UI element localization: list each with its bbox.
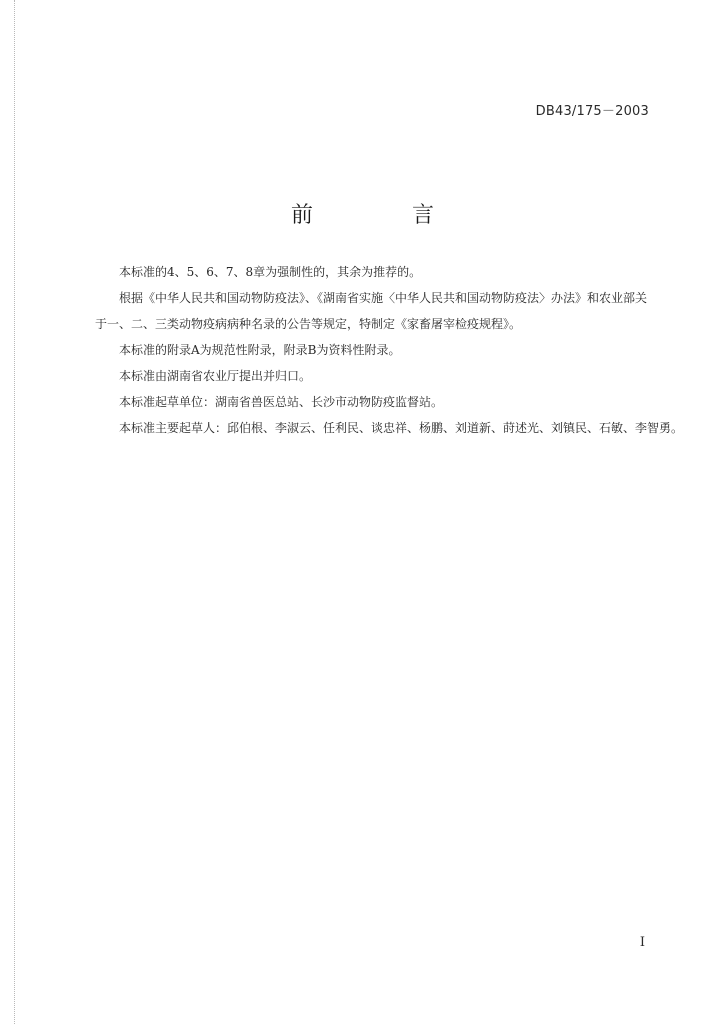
paragraph-5: 本标准起草单位：湖南省兽医总站、长沙市动物防疫监督站。 — [119, 395, 444, 409]
scan-binding-edge — [14, 0, 15, 1024]
paragraph-2: 根据《中华人民共和国动物防疫法》、《湖南省实施〈中华人民共和国动物防疫法〉办法》和农业部关于一、二、三类动物疫病病种名录的公告等规定，特制定《家畜屠宰检疫规程》。 — [95, 291, 648, 331]
page-title: 前 言 — [291, 203, 480, 228]
paragraph-4: 本标准由湖南省农业厅提出并归口。 — [119, 369, 312, 383]
paragraph-6: 本标准主要起草人：邱伯根、李淑云、任利民、谈忠祥、杨鹏、刘道新、莳述光、刘镇民、石敏、李智勇。 — [119, 421, 684, 435]
standard-code: DB43/175－2003 — [535, 104, 649, 119]
paragraph-3: 本标准的附录A为规范性附录，附录B为资料性附录。 — [119, 343, 401, 357]
page-number: I — [639, 935, 645, 950]
foreword-body — [95, 259, 684, 441]
paragraph-1: 本标准的4、5、6、7、8章为强制性的，其余为推荐的。 — [119, 265, 422, 279]
